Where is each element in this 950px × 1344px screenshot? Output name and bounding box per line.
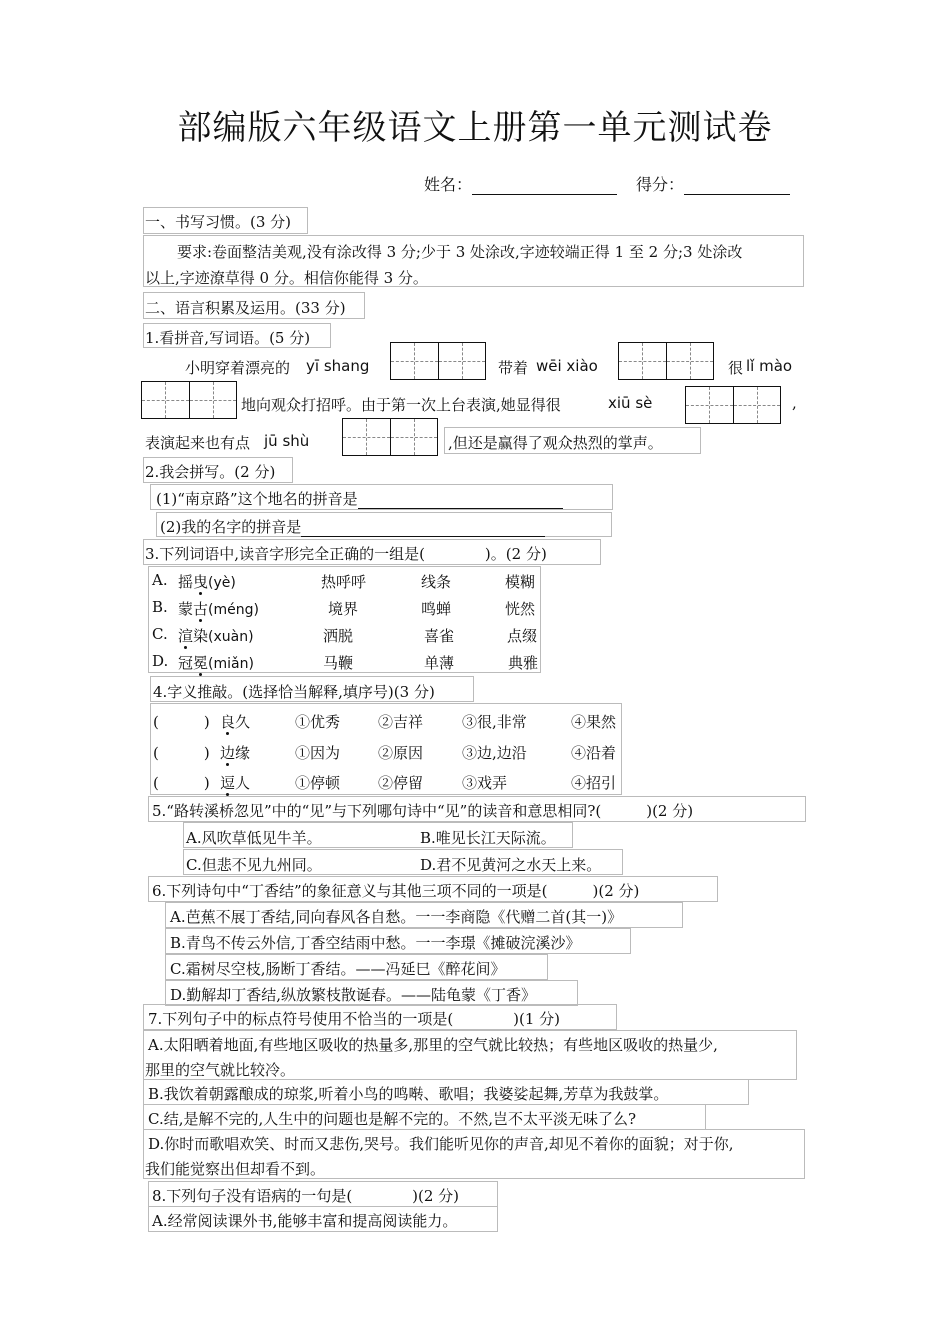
- q3-word3: 鸣蝉: [421, 600, 452, 618]
- q1-line1-c: 很: [728, 359, 744, 377]
- q4-answer-paren[interactable]: ( ): [153, 713, 210, 731]
- section2-heading: 二、语言积累及运用。(33 分): [145, 299, 346, 317]
- q3-char: 蒙: [178, 600, 194, 618]
- q1-pinyin-5: jū shù: [264, 432, 310, 450]
- q7-option-a-line2[interactable]: 那里的空气就比较冷。: [145, 1061, 296, 1079]
- q1-line2-a: 地向观众打招呼。由于第一次上台表演,她显得很: [241, 396, 561, 414]
- q3-word3: 线条: [421, 573, 452, 591]
- q8-stem: 8.下列句子没有语病的一句是( )(2 分): [152, 1187, 460, 1205]
- q3-char: 摇: [178, 573, 194, 591]
- q3-word4: 恍然: [505, 600, 536, 618]
- q4-char: 久: [235, 713, 251, 731]
- name-field: [424, 172, 617, 195]
- score-input-line[interactable]: [684, 176, 790, 195]
- q1-line3-a: 表演起来也有点: [145, 434, 251, 452]
- q1-pinyin-1: yī shang: [306, 357, 370, 375]
- q4-option: ②吉祥: [378, 713, 424, 731]
- q2-stem: 2.我会拼写。(2 分): [145, 463, 276, 481]
- q7-stem: 7.下列句子中的标点符号使用不恰当的一项是( )(1 分): [148, 1010, 561, 1028]
- q4-option: ④果然: [571, 713, 617, 731]
- q3-char-dotted: 古: [193, 600, 209, 618]
- q3-word2: 洒脱: [323, 627, 354, 645]
- q1-answer-grid-1[interactable]: [390, 342, 486, 380]
- q1-line1-b: 带着: [498, 359, 529, 377]
- q3-pinyin: (yè): [208, 575, 236, 591]
- q3-word3: 单薄: [424, 654, 455, 672]
- q4-char-dotted: 逗: [220, 774, 236, 792]
- q2-b-answer-line[interactable]: [301, 520, 545, 537]
- q3-pinyin: (miǎn): [208, 656, 254, 672]
- q3-word4: 点缀: [507, 627, 538, 645]
- q4-char-dotted: 良: [220, 713, 236, 731]
- page-title: 部编版六年级语文上册第一单元测试卷: [177, 108, 773, 148]
- q1-answer-grid-3[interactable]: [141, 381, 237, 419]
- q3-opt-label: D.: [152, 652, 169, 670]
- q4-option: ①停顿: [295, 774, 341, 792]
- q6-stem: 6.下列诗句中“丁香结”的象征意义与其他三项不同的一项是( )(2 分): [152, 882, 640, 900]
- section1-heading: 一、书写习惯。(3 分): [145, 213, 292, 231]
- q4-option: ②停留: [378, 774, 424, 792]
- q3-word4: 模糊: [505, 573, 536, 591]
- name-input-line[interactable]: [472, 176, 617, 195]
- q3-pinyin: (xuàn): [208, 629, 254, 645]
- q6-option-d[interactable]: D.勤解却丁香结,纵放繁枝散诞春。——陆龟蒙《丁香》: [170, 986, 537, 1004]
- name-label: 姓名：: [424, 175, 473, 194]
- q1-line3-b: ,但还是赢得了观众热烈的掌声。: [448, 434, 663, 452]
- q3-word2: 境界: [328, 600, 359, 618]
- section1-req-line1: 要求:卷面整洁美观,没有涂改得 3 分;少于 3 处涂改,字迹较端正得 1 至 2 分;3 处涂改: [177, 243, 743, 261]
- q1-pinyin-2: wēi xiào: [536, 357, 598, 375]
- q1-answer-grid-2[interactable]: [618, 342, 714, 380]
- q4-answer-paren[interactable]: ( ): [153, 744, 210, 762]
- q1-pinyin-3: lǐ mào: [746, 357, 793, 375]
- q6-option-b[interactable]: B.青鸟不传云外信,丁香空结雨中愁。一一李璟《摊破浣溪沙》: [170, 934, 581, 952]
- q6-option-c[interactable]: C.霜树尽空枝,肠断丁香结。——冯延巳《醉花间》: [170, 960, 506, 978]
- q7-option-a-line1[interactable]: A.太阳晒着地面,有些地区吸收的热量多,那里的空气就比较热；有些地区吸收的热量少,: [148, 1036, 718, 1054]
- q1-line1-a: 小明穿着漂亮的: [185, 359, 291, 377]
- q5-option-d[interactable]: D.君不见黄河之水天上来。: [420, 856, 602, 874]
- q3-word1: [178, 625, 254, 646]
- q7-option-c[interactable]: C.结,是解不完的,人生中的问题也是解不完的。不然,岂不太平淡无味了么?: [148, 1110, 637, 1128]
- q4-option: ①因为: [295, 744, 341, 762]
- q3-stem: 3.下列词语中,读音字形完全正确的一组是( )。(2 分): [145, 545, 547, 563]
- q3-char: 染: [193, 627, 209, 645]
- q5-stem: 5.“路转溪桥忽见”中的“见”与下列哪句诗中“见”的读音和意思相同?( )(2 分): [152, 802, 694, 820]
- q7-option-d-line1[interactable]: D.你时而歌唱欢笑、时而又悲伤,哭号。我们能听见你的声音,却见不着你的面貌；对于你,: [148, 1135, 734, 1153]
- q3-pinyin: (méng): [208, 602, 259, 618]
- q4-option: ②原因: [378, 744, 424, 762]
- q4-option: ③戏弄: [462, 774, 508, 792]
- q7-option-d-line2[interactable]: 我们能觉察出但却看不到。: [145, 1160, 326, 1178]
- score-field: [636, 172, 790, 195]
- section1-req-line2: 以上,字迹潦草得 0 分。相信你能得 3 分。: [145, 269, 428, 287]
- q3-opt-label: C.: [152, 625, 168, 643]
- q3-char-dotted: 冕: [193, 654, 209, 672]
- q4-option: ③很,非常: [462, 713, 527, 731]
- q3-word3: 喜雀: [424, 627, 455, 645]
- q3-opt-label: A.: [152, 571, 168, 589]
- q8-option-a[interactable]: A.经常阅读课外书,能够丰富和提高阅读能力。: [152, 1212, 458, 1230]
- q2-a-answer-line[interactable]: [358, 492, 563, 509]
- q2-a-text: (1)“南京路”这个地名的拼音是: [156, 490, 358, 508]
- q3-word1: [178, 598, 259, 619]
- q4-option: ①优秀: [295, 713, 341, 731]
- q4-char-dotted: 边: [220, 744, 236, 762]
- q6-option-a[interactable]: A.芭蕉不展丁香结,同向春风各自愁。一一李商隐《代赠二首(其一)》: [170, 908, 623, 926]
- q3-word4: 典雅: [508, 654, 539, 672]
- q1-stem: 1.看拼音,写词语。(5 分): [145, 329, 311, 347]
- q3-char-dotted: 渲: [178, 627, 194, 645]
- q5-option-b[interactable]: B.唯见长江天际流。: [420, 829, 556, 847]
- q2-a: [156, 488, 563, 509]
- q4-char: 人: [235, 774, 251, 792]
- q1-answer-grid-5[interactable]: [342, 418, 438, 456]
- q4-char: 缘: [235, 744, 251, 762]
- q3-char: 冠: [178, 654, 194, 672]
- q2-b-text: (2)我的名字的拼音是: [160, 518, 302, 536]
- q3-word2: 热呼呼: [321, 573, 367, 591]
- q2-b: [160, 516, 545, 537]
- q1-answer-grid-4[interactable]: [685, 386, 781, 424]
- q4-option: ③边,边沿: [462, 744, 527, 762]
- q4-stem: 4.字义推敲。(选择恰当解释,填序号)(3 分): [153, 683, 435, 701]
- q3-word1: [178, 571, 236, 592]
- q4-word: [220, 711, 250, 732]
- q3-word2: 马鞭: [323, 654, 354, 672]
- q3-opt-label: B.: [152, 598, 168, 616]
- q3-char-dotted: 曳: [193, 573, 209, 591]
- q3-word1: [178, 652, 254, 673]
- q4-option: ④沿着: [571, 744, 617, 762]
- q1-pinyin-4: xiū sè: [608, 394, 653, 412]
- q7-option-b[interactable]: B.我饮着朝露酿成的琼浆,听着小鸟的鸣啭、歌唱；我婆娑起舞,芳草为我鼓掌。: [148, 1085, 669, 1103]
- q4-answer-paren[interactable]: ( ): [153, 774, 210, 792]
- q1-line2-b: ,: [792, 394, 797, 412]
- q4-word: [220, 772, 250, 793]
- q4-word: [220, 742, 250, 763]
- q5-option-a[interactable]: A.风吹草低见牛羊。: [186, 829, 322, 847]
- score-label: 得分：: [636, 175, 685, 194]
- q4-option: ④招引: [571, 774, 617, 792]
- q5-option-c[interactable]: C.但悲不见九州同。: [186, 856, 322, 874]
